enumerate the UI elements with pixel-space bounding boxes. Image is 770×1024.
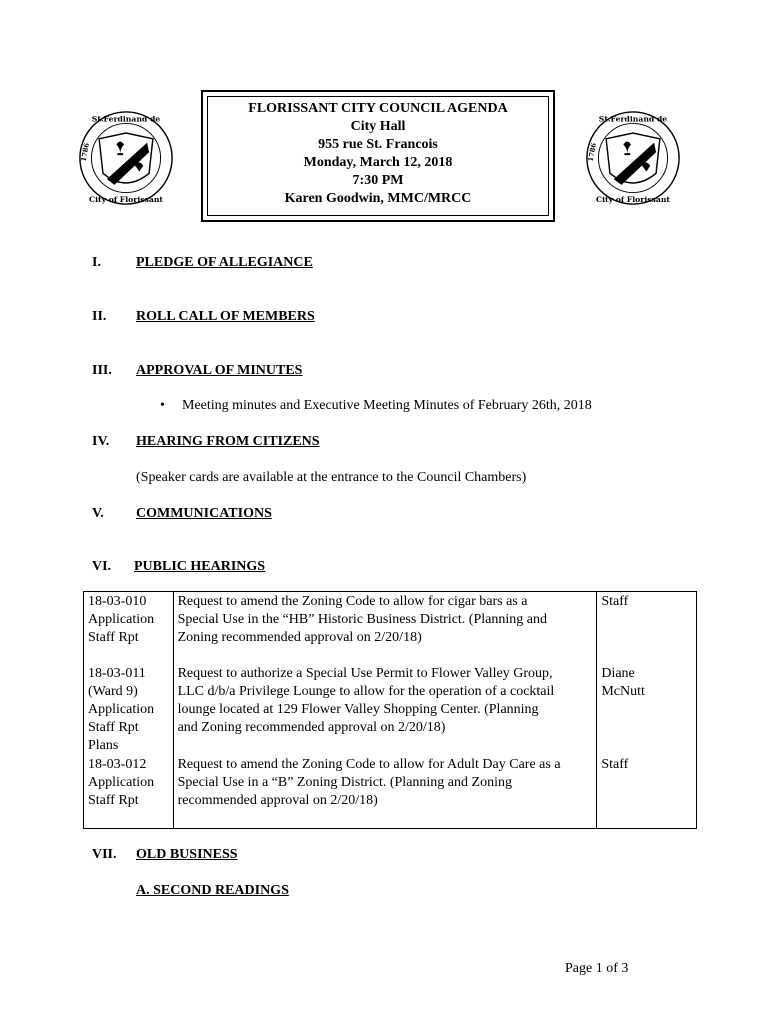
table-row — [84, 664, 697, 755]
hearing-ref: 18-03-012 — [88, 757, 147, 772]
svg-text:1786: 1786 — [79, 142, 91, 163]
hearing-ref: Staff Rpt — [88, 793, 139, 808]
hearing-description: Special Use in the “HB” Historic Business District. (Planning and — [177, 612, 547, 627]
agenda-header — [203, 100, 553, 208]
hearing-ref: Staff Rpt — [88, 630, 139, 645]
hearing-presenter: Staff — [601, 757, 629, 772]
hearing-presenter-cell — [597, 664, 697, 755]
city-seal-logo — [78, 110, 174, 206]
hearing-description: Request to authorize a Special Use Permit to Flower Valley Group, — [177, 666, 553, 681]
header-date: Monday, March 12, 2018 — [303, 155, 453, 170]
hearing-description: Request to amend the Zoning Code to allow for Adult Day Care as a — [177, 757, 561, 772]
hearing-description: Zoning recommended approval on 2/20/18) — [177, 630, 422, 645]
public-hearings-table — [83, 591, 697, 829]
hearing-description: recommended approval on 2/20/18) — [177, 793, 378, 808]
hearing-ref: Plans — [88, 738, 119, 753]
hearing-ref-cell — [84, 592, 174, 665]
citizens-note: (Speaker cards are available at the entrance to the Council Chambers) — [136, 470, 527, 485]
section-number: II. — [92, 309, 107, 324]
header-clerk: Karen Goodwin, MMC/MRCC — [284, 191, 472, 206]
hearing-description-cell — [173, 592, 597, 665]
hearing-ref: 18-03-010 — [88, 594, 147, 609]
bullet-icon: • — [160, 398, 165, 413]
hearing-description: lounge located at 129 Flower Valley Shopping Center. (Planning — [177, 702, 539, 717]
svg-text:City of Florissant: City of Florissant — [89, 195, 163, 205]
section-number: VI. — [92, 559, 112, 574]
section-title: COMMUNICATIONS — [136, 506, 272, 521]
section-number: VII. — [92, 847, 117, 862]
svg-text:1786: 1786 — [586, 142, 598, 163]
section-number: V. — [92, 506, 104, 521]
minutes-bullet-text: Meeting minutes and Executive Meeting Minutes of February 26th, 2018 — [182, 398, 592, 413]
hearing-ref: 18-03-011 — [88, 666, 146, 681]
hearing-description: LLC d/b/a Privilege Lounge to allow for the operation of a cocktail — [177, 684, 555, 699]
section-number: I. — [92, 255, 101, 270]
hearing-description-cell — [173, 664, 597, 755]
hearing-description: Request to amend the Zoning Code to allow for cigar bars as a — [177, 594, 528, 609]
header-title: FLORISSANT CITY COUNCIL AGENDA — [248, 101, 508, 116]
hearing-presenter: Staff — [601, 594, 629, 609]
hearing-ref: Application — [88, 702, 155, 717]
hearing-ref: (Ward 9) — [88, 684, 138, 699]
header-time: 7:30 PM — [352, 173, 404, 188]
section-number: IV. — [92, 434, 110, 449]
hearing-description-cell — [173, 755, 597, 829]
hearing-presenter-cell — [597, 755, 697, 829]
hearing-ref: Application — [88, 612, 155, 627]
section-title: OLD BUSINESS — [136, 847, 238, 862]
section-title: HEARING FROM CITIZENS — [136, 434, 320, 449]
hearing-ref-cell — [84, 664, 174, 755]
svg-text:St.Ferdinand de: St.Ferdinand de — [91, 114, 161, 124]
svg-text:City of Florissant: City of Florissant — [596, 195, 670, 205]
hearing-ref-cell — [84, 755, 174, 829]
section-title: ROLL CALL OF MEMBERS — [136, 309, 315, 324]
subsection-title: A. SECOND READINGS — [136, 883, 289, 898]
section-number: III. — [92, 363, 112, 378]
hearing-presenter-cell — [597, 592, 697, 665]
hearing-description: Special Use in a “B” Zoning District. (Planning and Zoning — [177, 775, 512, 790]
hearing-ref: Application — [88, 775, 155, 790]
hearing-ref: Staff Rpt — [88, 720, 139, 735]
hearing-presenter: Diane — [601, 666, 635, 681]
table-row — [84, 755, 697, 829]
section-title: PLEDGE OF ALLEGIANCE — [136, 255, 313, 270]
section-title: APPROVAL OF MINUTES — [136, 363, 303, 378]
header-address: 955 rue St. Francois — [318, 137, 438, 152]
agenda-header-box — [201, 90, 555, 222]
svg-text:St.Ferdinand de: St.Ferdinand de — [598, 114, 668, 124]
city-seal-logo — [585, 110, 681, 206]
header-location: City Hall — [350, 119, 406, 134]
table-row — [84, 592, 697, 665]
hearing-description: and Zoning recommended approval on 2/20/18) — [177, 720, 446, 735]
page-number: Page 1 of 3 — [565, 961, 629, 976]
hearing-presenter: McNutt — [601, 684, 645, 699]
section-title: PUBLIC HEARINGS — [134, 559, 266, 574]
